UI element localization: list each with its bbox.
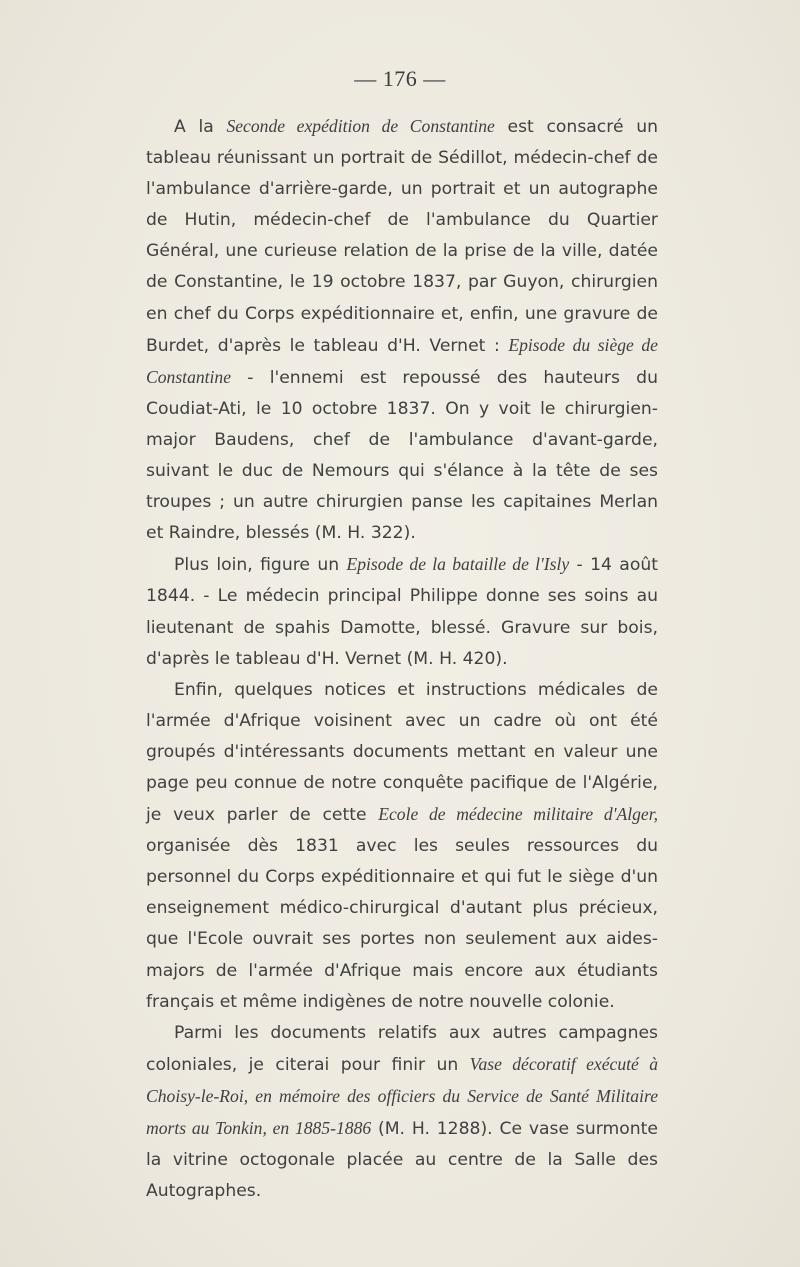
paragraph-ecole-alger [146, 675, 658, 1018]
italic-title: Ecole de médecine militaire d'Alger, [378, 804, 658, 825]
text-run: - 14 août 1844. - Le médecin principal Philippe donne ses soins au lieutenant de spahis Damotte, blessé. Gravure sur bois, d'après le tableau d'H. Vernet (M. H. 420). [146, 555, 658, 669]
text-run: A la [174, 117, 227, 137]
paragraph-isly [146, 549, 658, 674]
paragraph-constantine [146, 111, 658, 549]
text-run: (M. H. 1288). Ce vase surmonte la vitrine octogonale placée au centre de la Salle des Autographes. [146, 1119, 658, 1202]
italic-title: Episode de la bataille de l'Isly [346, 554, 570, 575]
italic-title: Vase décoratif exécuté à Choisy-le-Roi, en mémoire des officiers du Service de Santé Militaire morts au Tonkin, en 1885-1886 [146, 1053, 658, 1138]
paragraph-vase-tonkin [146, 1018, 658, 1208]
italic-title: Episode du siège de Constantine [146, 334, 658, 387]
text-run: est consacré un tableau réunissant un portrait de Sédillot, médecin-chef de l'ambulance d'arrière-garde, un portrait et un autographe de Hutin, médecin-chef de l'ambulance du Quartier Général, une curieuse relation de la prise de la ville, datée de Constantine, le 19 octobre 1837, par Guyon, chirurgien en chef du Corps expéditionnaire et, enfin, une gravure de Burdet, d'après le tableau d'H. Vernet : [146, 117, 658, 356]
text-run: organisée dès 1831 avec les seules ressources du personnel du Corps expéditionnaire et qui fut le siège d'un enseignement médico-chirurgical d'autant plus précieux, que l'Ecole ouvrait ses portes non seulement aux aides-majors de l'armée d'Afrique mais encore aux étudiants français et même indigènes de notre nouvelle colonie. [146, 836, 658, 1012]
text-run: Enfin, quelques notices et instructions médicales de l'armée d'Afrique voisinent avec un cadre où ont été groupés d'intéressants documents mettant en valeur une page peu connue de notre conquête pacifique de l'Algérie, je veux parler de cette [146, 679, 658, 826]
text-run: Parmi les documents relatifs aux autres campagnes coloniales, je citerai pour finir un [146, 1022, 658, 1075]
text-run: - l'ennemi est repoussé des hauteurs du Coudiat-Ati, le 10 octobre 1837. On y voit le chirurgien-major Baudens, chef de l'ambulance d'avant-garde, suivant le duc de Nemours qui s'élance à la tête de ses troupes ; un autre chirurgien panse les capitaines Merlan et Raindre, blessés (M. H. 322). [146, 367, 658, 544]
body-text [146, 111, 658, 1207]
text-run: Plus loin, figure un [174, 555, 347, 576]
page-number: — 176 — [354, 66, 446, 91]
italic-title: Seconde expédition de Constantine [226, 116, 495, 136]
